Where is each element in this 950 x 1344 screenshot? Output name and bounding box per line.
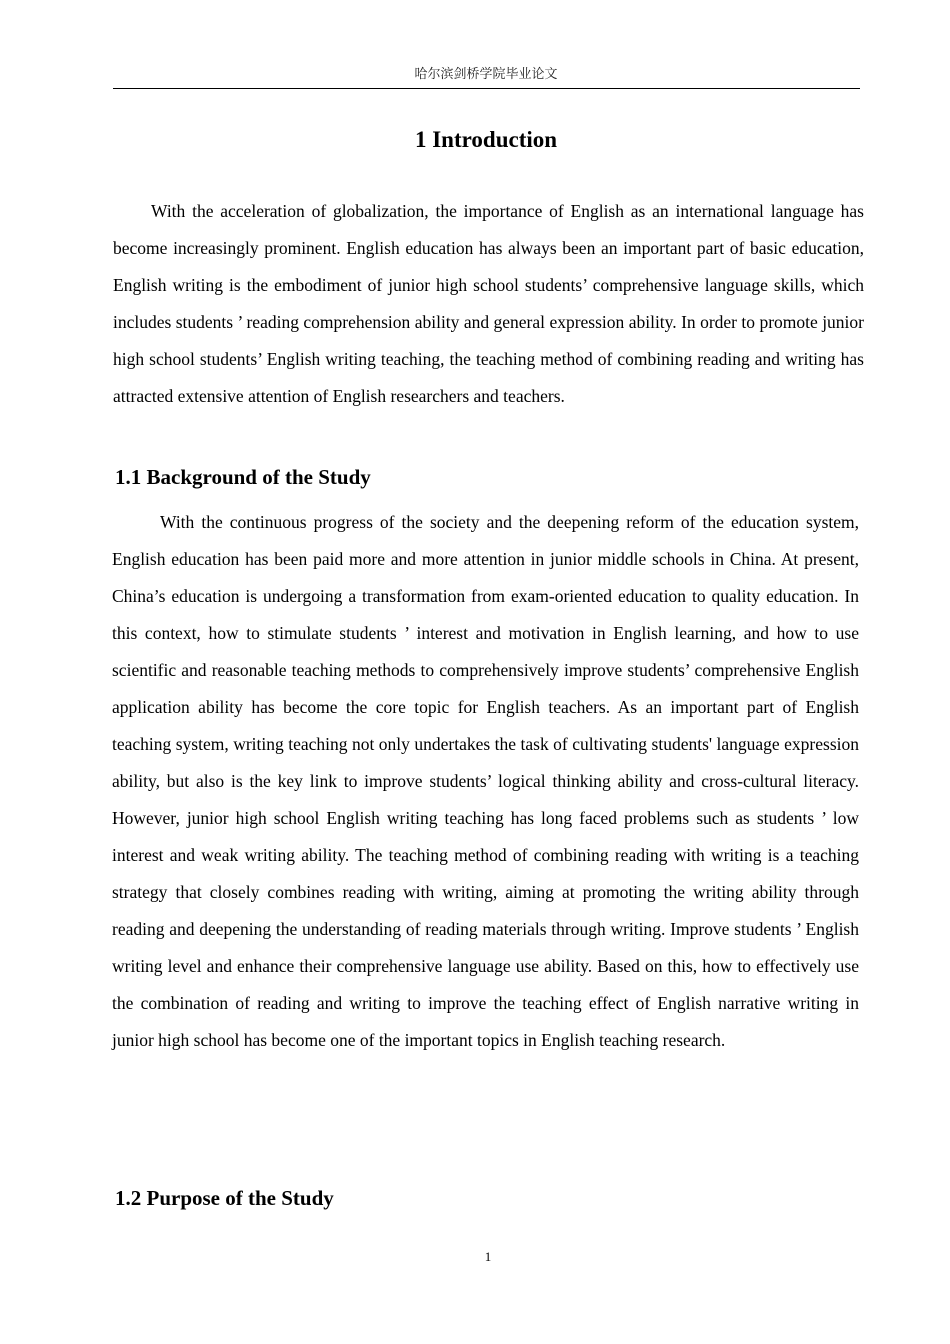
chapter-title: 1 Introduction	[414, 127, 558, 152]
intro-paragraph: With the acceleration of globalization, the importance of English as an international language has become increasingly prominent. English education has always been an important part of basic education, English writing is the embodiment of junior high school students’ comprehensive language skills, which includes students ’ reading comprehension ability and general expression ability. In order to promote junior high school students’ English writing teaching, the teaching method of combining reading and writing has attracted extensive attention of English researchers and teachers.	[113, 201, 864, 406]
section-heading-background: 1.1 Background of the Study	[115, 465, 371, 489]
background-paragraph: With the continuous progress of the society and the deepening reform of the education system, English education has been paid more and more attention in junior middle schools in China. At present, China’s education is undergoing a transformation from exam-oriented education to quality education. In this context, how to stimulate students ’ interest and motivation in English learning, and how to use scientific and reasonable teaching methods to comprehensively improve students’ comprehensive English application ability has become the core topic for English teachers. As an important part of English teaching system, writing teaching not only undertakes the task of cultivating students' language expression ability, but also is the key link to improve students’ logical thinking ability and cross-cultural literacy. However, junior high school English writing teaching has long faced problems such as students ’ low interest and weak writing ability. The teaching method of combining reading with writing is a teaching strategy that closely combines reading with writing, aiming at promoting the writing ability through reading and deepening the understanding of reading materials through writing. Improve students ’ English writing level and enhance their comprehensive language use ability. Based on this, how to effectively use the combination of reading and writing to improve the teaching effect of English narrative writing in junior high school has become one of the important topics in English teaching research.	[112, 512, 859, 1050]
page-number: 1	[484, 1249, 492, 1264]
section-heading-purpose: 1.2 Purpose of the Study	[115, 1186, 334, 1210]
header-divider	[113, 88, 860, 89]
running-header: 哈尔滨剑桥学院毕业论文	[414, 67, 558, 82]
